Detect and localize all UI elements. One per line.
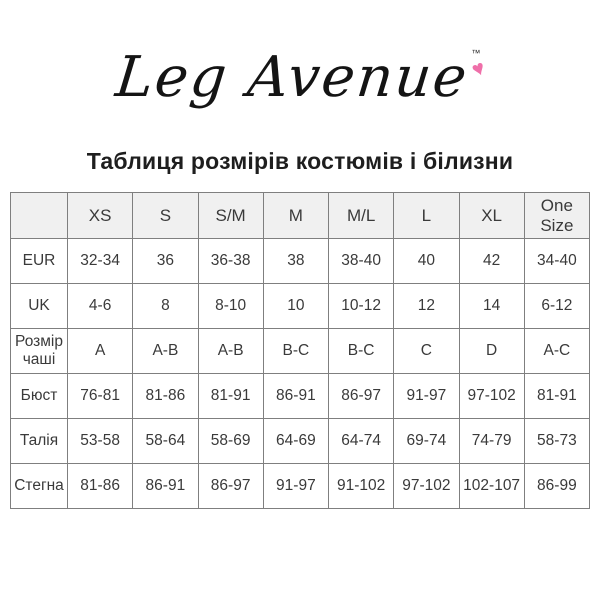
column-header-xs: XS [68, 193, 133, 239]
table-row-cup-size [11, 329, 590, 374]
table-cell: 10 [263, 284, 328, 329]
table-cell: 86-97 [198, 464, 263, 509]
table-cell: 12 [394, 284, 459, 329]
table-cell: 58-64 [133, 419, 198, 464]
table-cell: 58-73 [524, 419, 589, 464]
column-header-l: L [394, 193, 459, 239]
table-cell: 86-91 [263, 374, 328, 419]
table-cell: B-C [263, 329, 328, 374]
table-cell: 58-69 [198, 419, 263, 464]
header-row [11, 193, 590, 239]
table-cell: 97-102 [394, 464, 459, 509]
table-cell: 8 [133, 284, 198, 329]
table-cell: 81-86 [68, 464, 133, 509]
table-cell: 4-6 [68, 284, 133, 329]
table-cell: A-C [524, 329, 589, 374]
table-cell: 86-97 [329, 374, 394, 419]
column-header-one-size: One Size [524, 193, 589, 239]
table-cell: 86-99 [524, 464, 589, 509]
table-cell: 32-34 [68, 239, 133, 284]
table-row-eur [11, 239, 590, 284]
row-label: UK [11, 284, 68, 329]
column-header-ml: M/L [329, 193, 394, 239]
column-header-sm: S/M [198, 193, 263, 239]
column-header-s: S [133, 193, 198, 239]
table-cell: 36-38 [198, 239, 263, 284]
table-cell: 102-107 [459, 464, 524, 509]
row-label: Талія [11, 419, 68, 464]
table-cell: 91-97 [263, 464, 328, 509]
table-cell: A [68, 329, 133, 374]
table-cell: 34-40 [524, 239, 589, 284]
corner-header-cell [11, 193, 68, 239]
page-title: Таблиця розмірів костюмів і білизни [86, 148, 514, 174]
table-cell: 14 [459, 284, 524, 329]
table-cell: 81-86 [133, 374, 198, 419]
table-cell: 6-12 [524, 284, 589, 329]
column-header-m: M [263, 193, 328, 239]
row-label: Бюст [11, 374, 68, 419]
table-cell: C [394, 329, 459, 374]
table-cell: 38 [263, 239, 328, 284]
table-cell: 97-102 [459, 374, 524, 419]
table-cell: 64-69 [263, 419, 328, 464]
table-row-uk [11, 284, 590, 329]
table-cell: 69-74 [394, 419, 459, 464]
table-row-waist [11, 419, 590, 464]
table-cell: 53-58 [68, 419, 133, 464]
table-cell: A-B [133, 329, 198, 374]
table-cell: A-B [198, 329, 263, 374]
table-cell: 8-10 [198, 284, 263, 329]
table-cell: 81-91 [524, 374, 589, 419]
table-cell: 40 [394, 239, 459, 284]
table-cell: 36 [133, 239, 198, 284]
table-row-hips [11, 464, 590, 509]
table-cell: 10-12 [329, 284, 394, 329]
size-chart-table [10, 192, 590, 509]
table-cell: 91-97 [394, 374, 459, 419]
table-cell: 76-81 [68, 374, 133, 419]
trademark-symbol: ™ [471, 48, 481, 58]
row-label: EUR [11, 239, 68, 284]
brand-logo [0, 28, 600, 128]
table-cell: 74-79 [459, 419, 524, 464]
table-cell: 64-74 [329, 419, 394, 464]
table-cell: 81-91 [198, 374, 263, 419]
heart-icon: ♥ [468, 56, 489, 83]
table-cell: 91-102 [329, 464, 394, 509]
table-cell: B-C [329, 329, 394, 374]
table-cell: 42 [459, 239, 524, 284]
row-label: Розмір чаші [11, 329, 68, 374]
table-row-bust [11, 374, 590, 419]
table-cell: D [459, 329, 524, 374]
column-header-xl: XL [459, 193, 524, 239]
table-cell: 86-91 [133, 464, 198, 509]
brand-logo-marks [468, 48, 489, 83]
brand-logo-text: Leg Avenue [112, 45, 472, 110]
row-label: Стегна [11, 464, 68, 509]
table-cell: 38-40 [329, 239, 394, 284]
